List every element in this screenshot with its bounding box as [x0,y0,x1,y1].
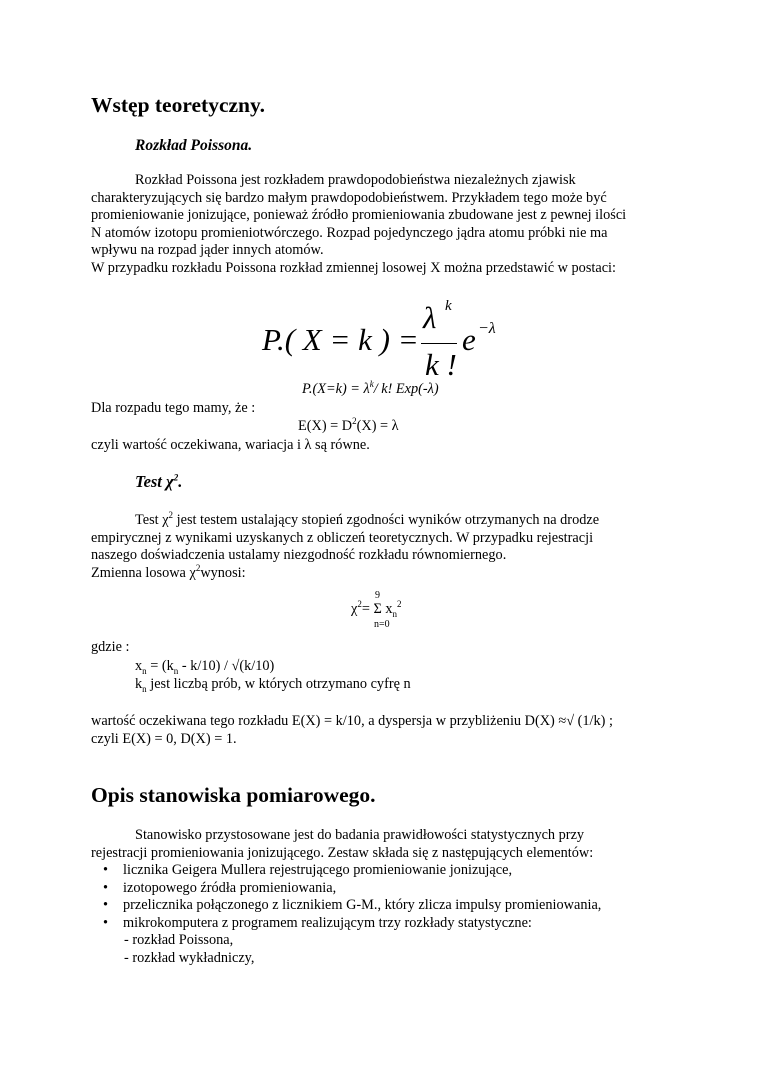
chi-p-sup: 2 [168,510,174,521]
paragraph-line: wartość oczekiwana tego rozkładu E(X) = k/10, a dyspersja w przybliżeniu D(X) ≈√ (1/k) ; [91,713,613,729]
list-item [91,915,601,933]
paragraph-line: czyli E(X) = 0, D(X) = 1. [91,730,237,747]
paragraph-line [91,512,599,530]
var-sup: 2 [195,562,201,573]
var-text: Zmienna losowa χ [91,564,196,581]
caption-sup: k [369,379,374,390]
equal-line: czyli wartość oczekiwana, wariacja i λ są równe. [91,437,370,453]
sum-x-sub: n [392,608,398,619]
list-item-text: izotopowego źródła promieniowania, [123,879,337,896]
expectation-equation [298,418,399,436]
subsection-title-poisson: Rozkład Poissona. [135,137,253,154]
subsection-title-chi [135,472,182,492]
formula-e: e [462,322,476,357]
xn-text: x [135,658,143,674]
fraction-bar [421,343,457,344]
kn-sub: n [142,683,147,694]
expect-text: E(X) = D [298,418,353,434]
formula-caption [302,381,439,399]
paragraph-line: wpływu na rozpad jąder innych atomów. [91,242,324,258]
chi-p-text-2: jest testem ustalający stopień zgodności wyników otrzymanych na drodze [173,512,600,528]
chi-title-text: Test χ [135,472,174,491]
paragraph-line: naszego doświadczenia ustalamy niezgodność rozkładu równomiernego. [91,547,507,563]
paragraph-line: Rozkład Poissona jest rozkładem prawdopodobieństwa niezależnych zjawisk [135,172,576,188]
xn-definition [135,658,274,676]
decay-line: Dla rozpadu tego mamy, że : [91,400,256,416]
xn-mid: = (k [146,658,174,674]
formula-e-exp: −λ [478,320,496,337]
section-title-setup: Opis stanowiska pomiarowego. [91,783,376,807]
list-item [91,880,601,898]
paragraph-line [91,562,599,583]
formula-lambda-exp: k [445,298,452,314]
paragraph-line: Stanowisko przystosowane jest do badania prawidłowości statystycznych przy [135,827,585,843]
paragraph-line: rejestracji promieniowania jonizującego. Zestaw składa się z następujących elementów: [91,844,594,861]
sum-eq: = Σ x [361,601,393,617]
caption-text-2: / k! Exp(-λ) [373,381,439,397]
list-item [91,897,601,915]
where-line: gdzie : [91,639,130,655]
sum-body [351,601,402,619]
sum-chi: χ [351,601,358,617]
caption-text: P.(X=k) = λ [302,381,370,397]
expected-value-text [91,713,613,748]
bullet-icon: • [103,862,109,878]
expect-sup: 2 [352,416,357,427]
bullet-icon: • [103,879,109,896]
expect-text-2: (X) = λ [356,418,399,434]
kn-text: k [135,676,143,692]
sum-x-sup: 2 [397,599,402,610]
poisson-paragraph [91,172,626,277]
chi-title-sup: 2 [173,472,179,483]
formula-lhs: P.( X = k ) = [262,322,419,357]
paragraph-line: W przypadku rozkładu Poissona rozkład zmiennej losowej X można przedstawić w postaci: [91,259,616,276]
list-item-text: licznika Geigera Mullera rejestrującego promieniowanie jonizujące, [123,862,513,878]
list-item-text: mikrokomputera z programem realizującym trzy rozkłady statystyczne: [123,914,532,931]
sum-lower-limit: n=0 [374,619,390,630]
var-text-2: wynosi: [200,564,246,581]
bullet-icon: • [103,914,109,931]
sub-list-item: - rozkład Poissona, [124,932,234,948]
section-title-intro: Wstęp teoretyczny. [91,93,265,117]
bullet-icon: • [103,897,109,913]
list-item [91,862,601,880]
paragraph-line: empirycznej z wynikami uzyskanych z obliczeń teoretycznych. W przypadku rejestracji [91,529,594,546]
equipment-list [91,862,601,932]
chi-paragraph [91,512,599,582]
paragraph-line: N atomów izotopu promieniotwórczego. Rozpad pojedynczego jądra atomu próbki nie ma [91,224,608,241]
formula-lambda: λ [423,300,437,335]
chi-p-text: Test χ [135,512,169,528]
kn-definition [135,676,411,694]
xn-post: - k/10) / √(k/10) [178,658,275,674]
sum-upper-limit: 9 [375,590,380,601]
xn-sub2: n [173,665,179,676]
sum-chi-sup: 2 [357,599,362,610]
paragraph-line: promieniowanie jonizujące, ponieważ źródło promieniowania zbudowane jest z pewnej ilości [91,207,627,223]
formula-denominator: k ! [425,347,457,382]
paragraph-line: charakteryzujących się bardzo małym prawdopodobieństwem. Przykładem tego może być [91,189,607,206]
list-item-text: przelicznika połączonego z licznikiem G-M., który zlicza impulsy promieniowania, [123,897,602,913]
xn-sub: n [142,665,147,676]
kn-post: jest liczbą prób, w których otrzymano cyfrę n [146,676,411,692]
sub-list-item: - rozkład wykładniczy, [124,949,255,966]
setup-paragraph [91,827,601,967]
chi-title-dot: . [178,472,183,491]
